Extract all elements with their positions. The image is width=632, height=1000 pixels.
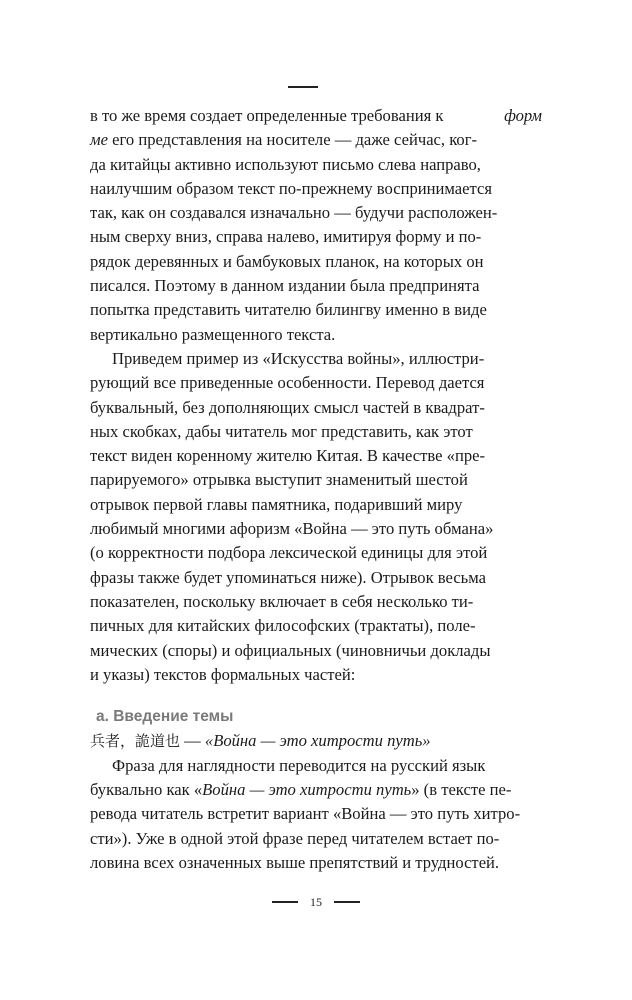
text-line: вертикально размещенного текста. [90,324,336,344]
text-line: Фраза для наглядности переводится на русский язык [112,755,486,775]
text-line: да китайцы активно используют письмо слева направо, [90,154,481,174]
text-line: ловина всех означенных выше препятствий и трудностей. [90,852,500,872]
example-translation: «Война — это хитрости путь» [204,731,431,751]
text-line: Приведем пример из «Искусства войны», иллюстри- [112,348,485,368]
text-line: ным сверху вниз, справа налево, имитируя форму и по- [90,227,482,247]
text-line: ревода читатель встретит вариант «Война — это путь хитро- [90,804,521,824]
text-line: (о корректности подбора лексической единицы для этой [90,543,488,563]
text-line: фразы также будет упоминаться ниже). Отрывок весьма [90,567,487,587]
text-line: буквально как «Война — это хитрости путь» (в тексте пе- [90,780,512,800]
text-line: буквальный, без дополняющих смысл частей в квадрат- [90,397,485,417]
text-line: так, как он создавался изначально — будучи расположен- [90,203,498,223]
text-line: в то же время создает определенные требования к форм [90,104,542,128]
text-line: попытка представить читателю билингву именно в виде [90,300,487,320]
page-number: 15 [310,894,322,909]
text-line: сти»). Уже в одной этой фразе перед читателем встает по- [90,828,500,848]
italic-phrase: Война — это хитрости путь [202,780,412,800]
text-line: пичных для китайских философских (трактаты), поле- [90,616,476,636]
text-line: отрывок первой главы памятника, подаривший миру [90,494,463,514]
footer-rule-right [334,901,360,903]
top-rule [288,86,318,88]
text-line: текст виден коренному жителю Китая. В качестве «пре- [90,446,486,466]
body-text [90,104,542,875]
text-line: писался. Поэтому в данном издании была предпринята [90,276,480,296]
page-footer [0,892,632,912]
text-line: наилучшим образом текст по-прежнему воспринимается [90,178,492,198]
text-line: рядок деревянных и бамбуковых планок, на которых он [90,251,484,271]
example-line: 兵者，詭道也 — «Война — это хитрости путь» [90,729,542,753]
section-heading: а. Введение темы [96,708,234,726]
italic-word-end: ме [90,130,108,150]
text-line: мических (споры) и официальных (чиновничьи доклады [90,640,491,660]
text-line: любимый многими афоризм «Война — это путь обмана» [90,519,494,539]
chinese-quote: 兵者，詭道也 [90,732,181,751]
text-line: ме его представления на носителе — даже сейчас, ког- [90,130,478,150]
italic-word-start: форм [504,106,542,125]
text-line: рующий все приведенные особенности. Перевод дается [90,373,485,393]
text-line: ных скобках, дабы читатель мог представить, как этот [90,421,473,441]
footer-rule-left [272,901,298,903]
text-line: показателен, поскольку включает в себя несколько ти- [90,591,474,611]
text-line: и указы) текстов формальных частей: [90,664,356,684]
text-line: парируемого» отрывка выступит знаменитый шестой [90,470,468,490]
